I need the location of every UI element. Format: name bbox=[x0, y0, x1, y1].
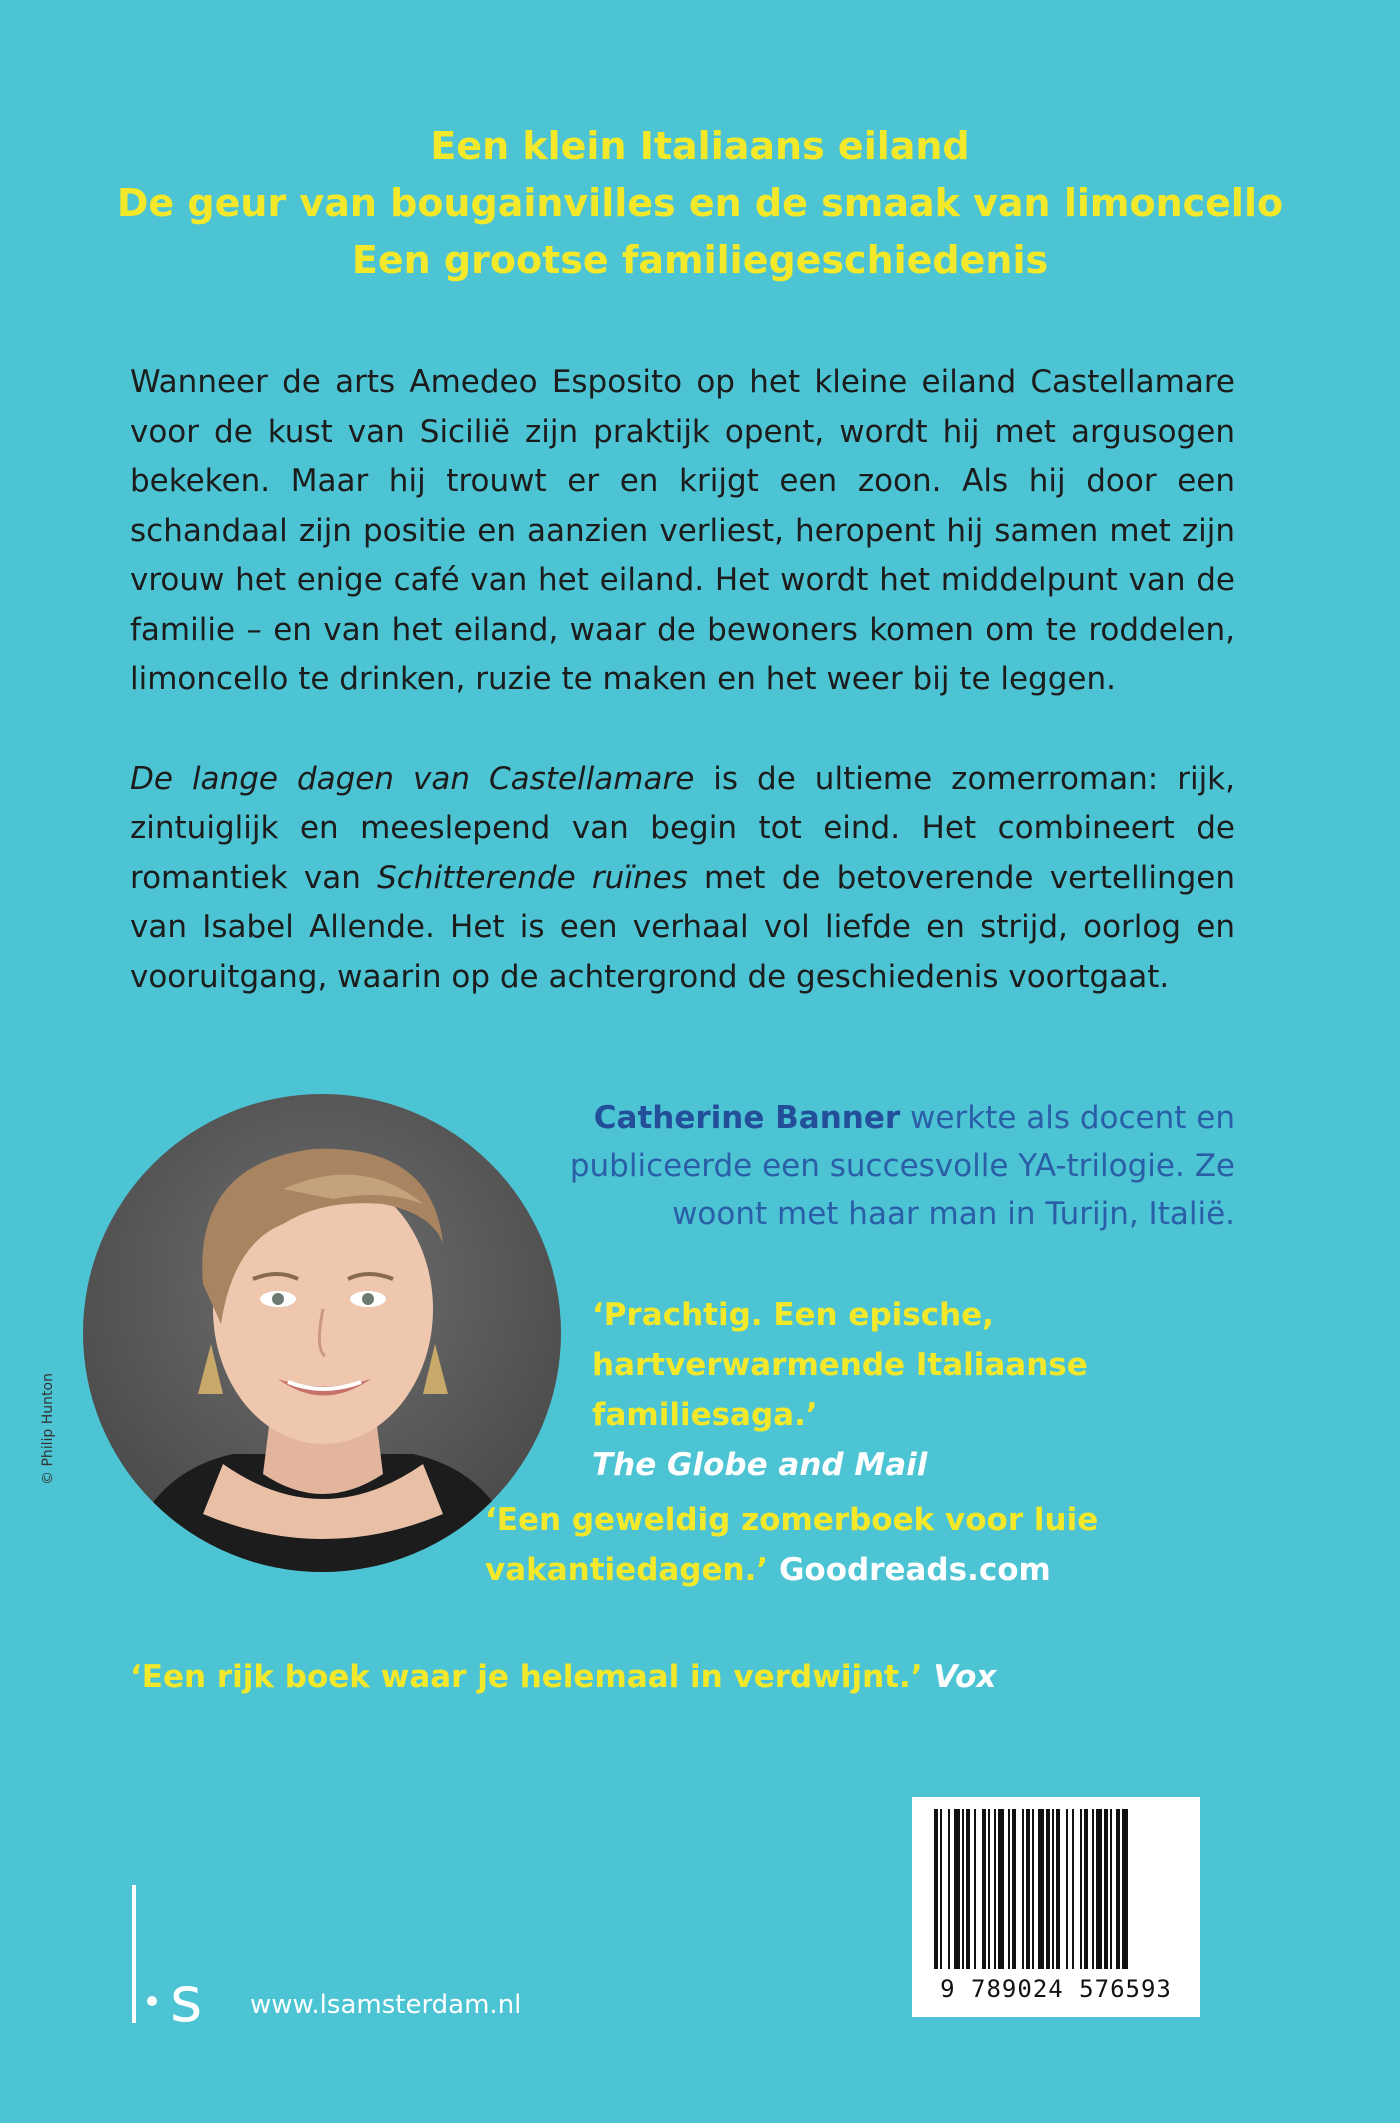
blurb-text-b: met de betoverende vertellingen van Isabel Allende. Het is een verhaal vol liefde en strijd, oorlog en vooruitgang, waarin op de achtergrond de geschiedenis voortgaat. bbox=[130, 859, 1235, 995]
barcode-bar bbox=[1052, 1809, 1054, 1969]
quote-text: ‘Een geweldig zomerboek voor luie vakantiedagen.’ bbox=[485, 1502, 1099, 1588]
svg-text:s: s bbox=[170, 1963, 203, 2025]
blurb-text-a: is de ultieme zomerroman: rijk, zintuiglijk en meeslepend van begin tot eind. Het combineert de romantiek van bbox=[130, 760, 1235, 896]
barcode-bar bbox=[1022, 1809, 1024, 1969]
barcode-bar bbox=[982, 1809, 986, 1969]
referenced-book: Schitterende ruïnes bbox=[377, 859, 688, 896]
blurb-paragraph-2 bbox=[130, 755, 1235, 1003]
blurb-paragraph-1: Wanneer de arts Amedeo Esposito op het kleine eiland Castellamare voor de kust van Sicilië zijn praktijk opent, wordt hij met argusogen bekeken. Maar hij trouwt er en krijgt een zoon. Als hij door een schandaal zijn positie en aanzien verliest, heropent hij samen met zijn vrouw het enige café van het eiland. Het wordt het middelpunt van de familie – en van het eiland, waar de bewoners komen om te roddelen, limoncello te drinken, ruzie te maken en het weer bij te leggen. bbox=[130, 364, 1235, 697]
quote-text: ‘Prachtig. Een epische, hartverwarmende Italiaanse familiesaga.’ bbox=[592, 1297, 1088, 1433]
isbn-barcode bbox=[912, 1797, 1200, 2017]
barcode-bar bbox=[966, 1809, 970, 1969]
barcode-bar bbox=[1038, 1809, 1044, 1969]
barcode-bar bbox=[962, 1809, 964, 1969]
barcode-bar bbox=[994, 1809, 996, 1969]
barcode-bar bbox=[954, 1809, 960, 1969]
barcode-bar bbox=[1110, 1809, 1112, 1969]
barcode-bar bbox=[1096, 1809, 1102, 1969]
author-name: Catherine Banner bbox=[593, 1100, 901, 1136]
review-quote-3 bbox=[130, 1652, 1030, 1702]
review-quote-2 bbox=[485, 1495, 1205, 1595]
barcode-bar bbox=[1008, 1809, 1010, 1969]
barcode-bar bbox=[934, 1809, 938, 1969]
publisher-logo-mark bbox=[128, 1885, 238, 2025]
tagline-2: De geur van bougainvilles en de smaak van limoncello bbox=[116, 181, 1284, 225]
barcode-bar bbox=[998, 1809, 1004, 1969]
author-bio bbox=[505, 1094, 1235, 1238]
barcode-bar bbox=[1092, 1809, 1094, 1969]
photo-credit: © Philip Hunton bbox=[40, 1373, 56, 1485]
taglines bbox=[0, 118, 1400, 289]
isbn-digits: 9 789024 576593 bbox=[940, 1975, 1172, 2003]
barcode-bar bbox=[1116, 1809, 1120, 1969]
quote-text: ‘Een rijk boek waar je helemaal in verdwijnt.’ bbox=[130, 1659, 923, 1695]
publisher-logo bbox=[128, 1885, 238, 2025]
barcode-bar bbox=[1066, 1809, 1068, 1969]
review-quote-1 bbox=[592, 1290, 1232, 1490]
book-blurb bbox=[130, 358, 1235, 1002]
barcode-bar bbox=[988, 1809, 990, 1969]
barcode-bar bbox=[974, 1809, 976, 1969]
quote-source: Vox bbox=[933, 1659, 997, 1695]
barcode-bar bbox=[1032, 1809, 1034, 1969]
barcode-bar bbox=[1104, 1809, 1108, 1969]
author-bio-text: werkte als docent en publiceerde een succesvolle YA-trilogie. Ze woont met haar man in Turijn, Italië. bbox=[569, 1100, 1235, 1232]
quote-source: The Globe and Mail bbox=[592, 1447, 928, 1483]
tagline-3: Een grootse familiegeschiedenis bbox=[351, 238, 1049, 282]
barcode-bar bbox=[940, 1809, 942, 1969]
barcode-bar bbox=[1080, 1809, 1082, 1969]
barcode-bar bbox=[1084, 1809, 1088, 1969]
publisher-website[interactable]: www.lsamsterdam.nl bbox=[250, 1990, 522, 2020]
barcode-bar bbox=[1122, 1809, 1128, 1969]
barcode-bar bbox=[1056, 1809, 1060, 1969]
barcode-bar bbox=[1046, 1809, 1050, 1969]
barcode-bars bbox=[912, 1797, 1200, 1977]
barcode-bar bbox=[1072, 1809, 1074, 1969]
barcode-bar bbox=[1012, 1809, 1016, 1969]
book-title: De lange dagen van Castellamare bbox=[130, 760, 695, 797]
barcode-bar bbox=[948, 1809, 950, 1969]
tagline-1: Een klein Italiaans eiland bbox=[430, 124, 970, 168]
barcode-bar bbox=[1026, 1809, 1030, 1969]
quote-source: Goodreads.com bbox=[778, 1552, 1051, 1588]
